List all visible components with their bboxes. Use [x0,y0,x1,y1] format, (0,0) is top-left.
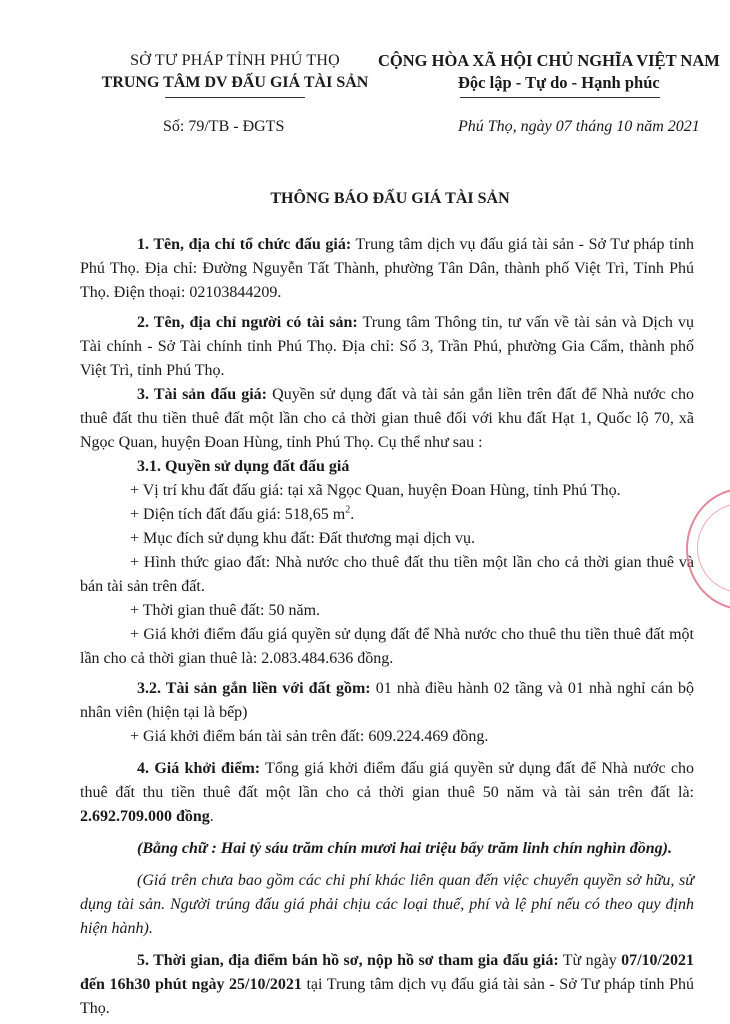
land-area-text: + Diện tích đất đấu giá: 518,65 m [130,506,346,523]
section-3-2-text: 01 nhà điều hành 02 tầng và 01 nhà nghỉ cán bộ nhân viên (hiện tại là bếp) [80,680,694,721]
national-motto: Độc lập - Tự do - Hạnh phúc [458,73,660,92]
document-body [80,233,694,1021]
section-3 [80,383,694,455]
land-area-unit-sup: 2 [345,504,351,516]
section-1-label: 1. Tên, địa chỉ tổ chức đấu giá: [137,236,352,253]
section-3-2 [80,677,694,725]
price-in-words: (Bằng chữ : Hai tỷ sáu trăm chín mươi hai triệu bẩy trăm linh chín nghìn đồng). [137,840,672,857]
section-3-text: Quyền sử dụng đất và tài sản gắn liền trên đất để Nhà nước cho thuê đất thu tiền thuê đất một lần cho cả thời gian thuê đối với khu đất Hạt 1, Quốc lộ 70, xã Ngọc Quan, huyện Đoan Hùng, tỉnh Phú Thọ. Cụ thể như sau : [80,386,694,451]
section-5-pre: Từ ngày [558,952,622,969]
land-area-end: . [350,506,355,523]
agency-parent: SỞ TƯ PHÁP TỈNH PHÚ THỌ [130,52,340,69]
section-2-label: 2. Tên, địa chỉ người có tài sản: [137,314,358,331]
section-4-label: 4. Giá khởi điểm: [137,760,261,777]
section-1-text: Trung tâm dịch vụ đấu giá tài sản - Sở Tư pháp tỉnh Phú Thọ. Địa chỉ: Đường Nguyễn Tất Thành, phường Tân Dân, thành phố Việt Trì, Tỉnh Phú Thọ. Điện thoại: 02103844209. [80,236,695,301]
price-note: (Giá trên chưa bao gồm các chi phí khác liên quan đến việc chuyển quyền sở hữu, sử dụng tài sản. Người trúng đấu giá phải chịu các loại thuế, phí và lệ phí nếu có theo quy định hiện hành). [80,872,694,937]
national-title: CỘNG HÒA XÃ HỘI CHỦ NGHĨA VIỆT NAM [378,51,720,70]
place-date: Phú Thọ, ngày 07 tháng 10 năm 2021 [458,118,700,135]
asset-starting-price: + Giá khởi điểm bán tài sản trên đất: 609.224.469 đồng. [130,728,489,745]
section-5-dates: 07/10/2021 đến 16h30 phút ngày 25/10/2021 [80,952,694,993]
section-4 [80,757,694,829]
section-3-2-label: 3.2. Tài sản gắn liền với đất gồm: [137,680,371,697]
section-2-text: Trung tâm Thông tin, tư vấn về tài sản và Dịch vụ Tài chính - Sở Tài chính tỉnh Phú Thọ. Địa chỉ: Số 3, Trần Phú, phường Gia Cẩm, thành phố Việt Trì, tỉnh Phú Thọ. [80,314,694,379]
national-header [378,50,730,98]
section-5-text: tại Trung tâm dịch vụ đấu giá tài sản - Sở Tư pháp tỉnh Phú Thọ. [80,976,695,1017]
section-4-end: . [209,808,214,825]
section-5 [80,949,694,1021]
agency-underline [165,97,305,98]
section-2 [80,311,694,383]
document-title: THÔNG BÁO ĐẤU GIÁ TÀI SẢN [270,190,510,207]
agency-name: TRUNG TÂM DV ĐẤU GIÁ TÀI SẢN [101,74,369,91]
section-3-1-heading: 3.1. Quyền sử dụng đất đấu giá [137,458,350,475]
section-3-label: 3. Tài sản đấu giá: [137,386,268,403]
land-purpose: + Mục đích sử dụng khu đất: Đất thương mại dịch vụ. [130,530,476,547]
motto-underline [460,97,660,98]
section-1 [80,233,694,305]
total-starting-price: 2.692.709.000 đồng [80,808,210,825]
document-number: Số: 79/TB - ĐGTS [163,118,285,135]
land-location: + Vị trí khu đất đấu giá: tại xã Ngọc Quan, huyện Đoan Hùng, tỉnh Phú Thọ. [130,482,621,499]
land-allocation-form: + Hình thức giao đất: Nhà nước cho thuê đất thu tiền một lần cho cả thời gian thuê và bán tài sản trên đất. [80,554,694,595]
section-5-label: 5. Thời gian, địa điểm bán hồ sơ, nộp hồ sơ tham gia đấu giá: [137,952,559,969]
agency-header [80,50,390,98]
land-starting-price: + Giá khởi điểm đấu giá quyền sử dụng đất để Nhà nước cho thuê thu tiền thuê đất một lần cho cả thời gian thuê là: 2.083.484.636 đồng. [80,626,694,667]
land-area [80,503,694,527]
section-4-text: Tổng giá khởi điểm đấu giá quyền sử dụng đất để Nhà nước cho thuê đất thu tiền thuê đất một lần cho cả thời gian thuê 50 năm và tài sản trên đất là: [80,760,695,801]
lease-term: + Thời gian thuê đất: 50 năm. [130,602,321,619]
